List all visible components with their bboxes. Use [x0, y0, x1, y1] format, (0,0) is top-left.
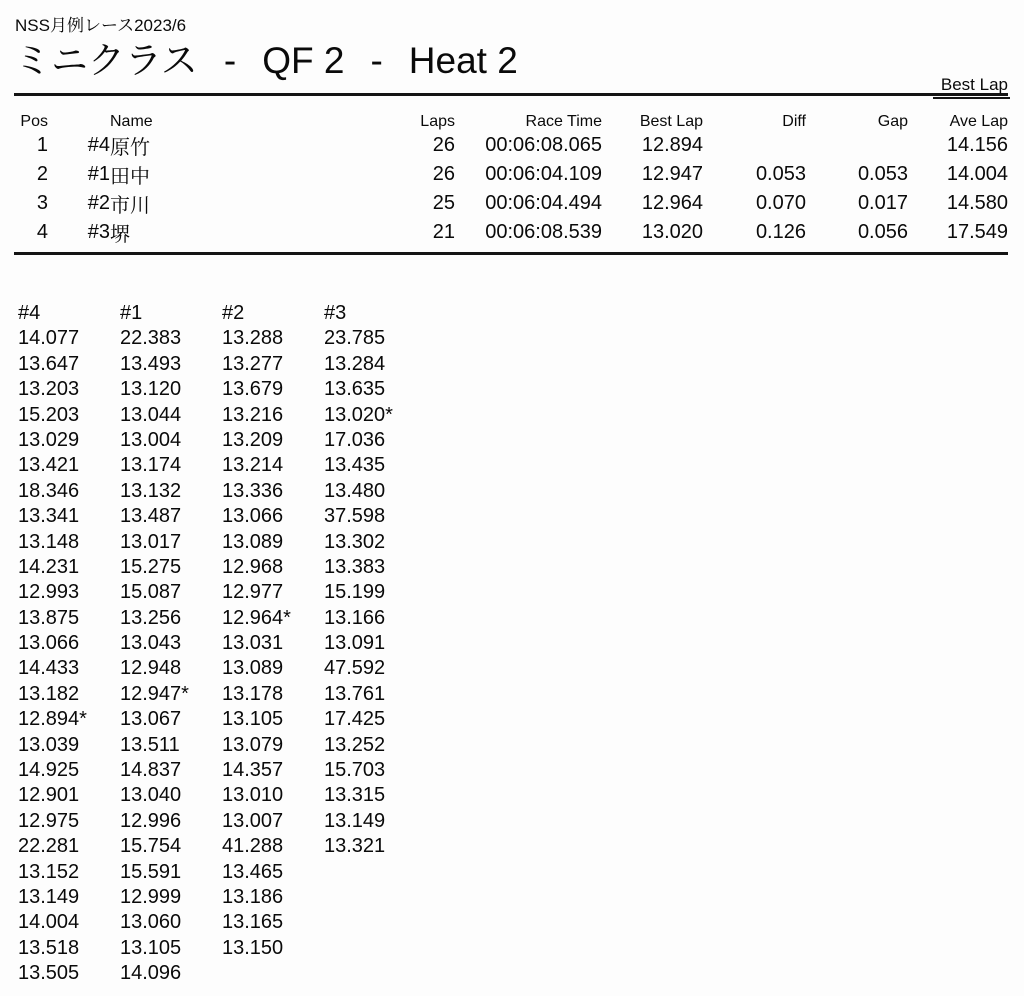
lap-time: 13.149 — [324, 809, 386, 832]
col-header-diff: Diff — [782, 113, 806, 130]
lap-time: 13.150 — [222, 936, 284, 959]
result-row — [14, 131, 1008, 160]
result-cell-race-time: 00:06:08.539 — [485, 221, 602, 243]
result-cell-car: #4 — [87, 134, 110, 156]
lap-time: 13.518 — [18, 936, 80, 959]
lap-time: 13.493 — [120, 352, 182, 375]
event-title: NSS月例レース2023/6 — [15, 16, 187, 35]
lap-time: 13.341 — [18, 505, 80, 528]
heat-title — [14, 39, 1024, 83]
lap-time: 15.087 — [120, 581, 182, 604]
result-cell-car: #1 — [87, 163, 110, 185]
result-cell-pos: 4 — [36, 221, 48, 243]
lap-chart — [18, 301, 1024, 987]
result-cell-ave-lap: 14.580 — [946, 192, 1008, 214]
lap-time: 14.433 — [18, 657, 80, 680]
lap-time: 13.089 — [222, 657, 284, 680]
lap-time: 15.203 — [18, 403, 80, 426]
heat-title-heat: Heat 2 — [408, 40, 518, 81]
result-cell-name: 原竹 — [110, 137, 150, 159]
lap-time: 13.043 — [120, 632, 182, 655]
result-cell-name: 田中 — [110, 166, 150, 188]
lap-time: 47.592 — [324, 657, 386, 680]
lap-time: 12.968 — [222, 555, 284, 578]
lap-time: 13.010 — [222, 784, 284, 807]
lap-time: 13.174 — [120, 454, 182, 477]
lap-time: 13.256 — [120, 606, 182, 629]
result-cell-laps: 25 — [432, 192, 455, 214]
lap-time: 13.302 — [324, 530, 386, 553]
result-cell-ave-lap: 14.156 — [946, 134, 1008, 156]
lap-time: 13.321 — [324, 835, 386, 858]
lap-time: 17.036 — [324, 428, 386, 451]
results-table — [14, 110, 1008, 255]
result-cell-car: #3 — [87, 221, 110, 243]
result-cell-best-lap: 12.947 — [641, 163, 703, 185]
lap-time: 23.785 — [324, 327, 386, 350]
lap-time: 15.754 — [120, 835, 182, 858]
lap-time: 14.231 — [18, 555, 80, 578]
lap-column — [324, 301, 426, 987]
lap-time: 13.165 — [222, 911, 284, 934]
best-lap-corner-label: Best Lap — [933, 75, 1010, 99]
col-header-name: Name — [110, 113, 153, 130]
result-cell-name: 市川 — [110, 195, 150, 217]
lap-time: 22.383 — [120, 327, 182, 350]
lap-time: 12.894* — [18, 708, 87, 731]
lap-time: 13.288 — [222, 327, 284, 350]
result-row — [14, 160, 1008, 189]
lap-time: 15.275 — [120, 555, 182, 578]
lap-time: 13.203 — [18, 378, 80, 401]
lap-column-header: #1 — [120, 302, 143, 324]
result-cell-diff: 0.070 — [755, 192, 806, 214]
lap-time: 13.017 — [120, 530, 182, 553]
lap-time: 22.281 — [18, 835, 80, 858]
col-header-gap: Gap — [877, 113, 908, 130]
lap-time: 12.993 — [18, 581, 80, 604]
result-cell-race-time: 00:06:04.494 — [485, 192, 602, 214]
lap-time: 13.079 — [222, 733, 284, 756]
lap-time: 13.029 — [18, 428, 80, 451]
lap-time: 13.511 — [120, 733, 180, 756]
lap-time: 13.178 — [222, 682, 284, 705]
heat-title-round: QF 2 — [262, 40, 345, 81]
result-cell-race-time: 00:06:04.109 — [485, 163, 602, 185]
lap-time: 13.383 — [324, 555, 386, 578]
lap-time: 13.067 — [120, 708, 182, 731]
lap-time: 13.040 — [120, 784, 182, 807]
lap-time: 12.999 — [120, 885, 182, 908]
lap-time: 13.875 — [18, 606, 80, 629]
lap-time: 12.948 — [120, 657, 182, 680]
heat-title-dash: - — [370, 40, 383, 81]
lap-time: 12.964* — [222, 606, 291, 629]
col-header-laps: Laps — [420, 113, 455, 130]
lap-time: 13.252 — [324, 733, 386, 756]
lap-time: 13.044 — [120, 403, 182, 426]
lap-time: 15.591 — [120, 860, 182, 883]
lap-time: 13.132 — [120, 479, 182, 502]
result-cell-best-lap: 13.020 — [641, 221, 703, 243]
lap-time: 14.925 — [18, 759, 80, 782]
lap-time: 13.214 — [222, 454, 284, 477]
lap-time: 14.077 — [18, 327, 80, 350]
result-cell-diff: 0.053 — [755, 163, 806, 185]
lap-time: 13.152 — [18, 860, 80, 883]
result-cell-best-lap: 12.894 — [641, 134, 703, 156]
result-cell-pos: 2 — [36, 163, 48, 185]
result-cell-gap — [806, 131, 908, 160]
lap-time: 13.679 — [222, 378, 284, 401]
lap-time: 13.487 — [120, 505, 182, 528]
lap-time: 14.004 — [18, 911, 80, 934]
lap-time: 13.149 — [18, 885, 80, 908]
lap-time: 13.020* — [324, 403, 393, 426]
col-header-ave-lap: Ave Lap — [949, 113, 1008, 130]
header-divider — [14, 75, 1008, 96]
lap-column-header: #2 — [222, 302, 245, 324]
result-cell-pos: 3 — [36, 192, 48, 214]
lap-time: 13.120 — [120, 378, 182, 401]
lap-time: 14.096 — [120, 962, 182, 985]
lap-time: 13.647 — [18, 352, 80, 375]
lap-time: 13.209 — [222, 428, 284, 451]
result-cell-gap: 0.017 — [857, 192, 908, 214]
lap-time: 13.105 — [120, 936, 182, 959]
col-header-best-lap: Best Lap — [639, 113, 703, 130]
result-cell-best-lap: 12.964 — [641, 192, 703, 214]
lap-time: 13.277 — [222, 352, 284, 375]
result-cell-gap: 0.056 — [857, 221, 908, 243]
result-cell-name: 堺 — [110, 224, 130, 246]
lap-time: 12.975 — [18, 809, 80, 832]
lap-time: 13.091 — [324, 632, 386, 655]
lap-time: 13.166 — [324, 606, 386, 629]
result-cell-laps: 26 — [432, 163, 455, 185]
result-cell-gap: 0.053 — [857, 163, 908, 185]
result-cell-ave-lap: 17.549 — [946, 221, 1008, 243]
lap-time: 13.435 — [324, 454, 386, 477]
heat-title-class: ミニクラス — [14, 40, 198, 81]
lap-time: 13.105 — [222, 708, 284, 731]
result-cell-laps: 26 — [432, 134, 455, 156]
lap-time: 12.901 — [18, 784, 80, 807]
lap-time: 17.425 — [324, 708, 386, 731]
lap-column-header: #3 — [324, 302, 347, 324]
lap-time: 13.480 — [324, 479, 386, 502]
lap-time: 12.996 — [120, 809, 182, 832]
col-header-pos: Pos — [20, 113, 48, 130]
lap-time: 15.703 — [324, 759, 386, 782]
lap-time: 12.947* — [120, 682, 189, 705]
lap-time: 18.346 — [18, 479, 80, 502]
lap-time: 13.007 — [222, 809, 284, 832]
lap-time: 13.336 — [222, 479, 284, 502]
lap-time: 13.039 — [18, 733, 80, 756]
lap-time: 13.066 — [222, 505, 284, 528]
lap-column — [120, 301, 222, 987]
lap-column-header: #4 — [18, 302, 41, 324]
col-header-car — [48, 110, 110, 131]
heat-title-dash: - — [223, 40, 237, 81]
lap-time: 13.089 — [222, 530, 284, 553]
lap-time: 41.288 — [222, 835, 284, 858]
lap-time: 13.182 — [18, 682, 80, 705]
result-row — [14, 218, 1008, 254]
lap-time: 13.216 — [222, 403, 284, 426]
lap-time: 13.004 — [120, 428, 182, 451]
result-cell-race-time: 00:06:08.065 — [485, 134, 602, 156]
lap-column — [18, 301, 120, 987]
result-row — [14, 189, 1008, 218]
lap-time: 13.060 — [120, 911, 182, 934]
result-cell-laps: 21 — [432, 221, 455, 243]
result-cell-diff: 0.126 — [755, 221, 806, 243]
result-cell-pos: 1 — [36, 134, 48, 156]
lap-column — [222, 301, 324, 987]
lap-time: 13.284 — [324, 352, 386, 375]
results-header-row — [14, 110, 1008, 131]
lap-time: 13.066 — [18, 632, 80, 655]
lap-time: 14.837 — [120, 759, 182, 782]
lap-time: 13.315 — [324, 784, 386, 807]
lap-time: 13.761 — [324, 682, 386, 705]
lap-time: 37.598 — [324, 505, 386, 528]
lap-time: 13.148 — [18, 530, 80, 553]
result-cell-car: #2 — [87, 192, 110, 214]
lap-time: 15.199 — [324, 581, 386, 604]
lap-time: 13.465 — [222, 860, 284, 883]
lap-time: 14.357 — [222, 759, 284, 782]
result-cell-ave-lap: 14.004 — [946, 163, 1008, 185]
lap-time: 13.421 — [18, 454, 80, 477]
col-header-race-time: Race Time — [525, 113, 602, 130]
lap-time: 13.186 — [222, 885, 284, 908]
lap-time: 12.977 — [222, 581, 284, 604]
lap-time: 13.505 — [18, 962, 80, 985]
result-cell-diff — [703, 131, 806, 160]
lap-time: 13.031 — [222, 632, 284, 655]
lap-time: 13.635 — [324, 378, 386, 401]
